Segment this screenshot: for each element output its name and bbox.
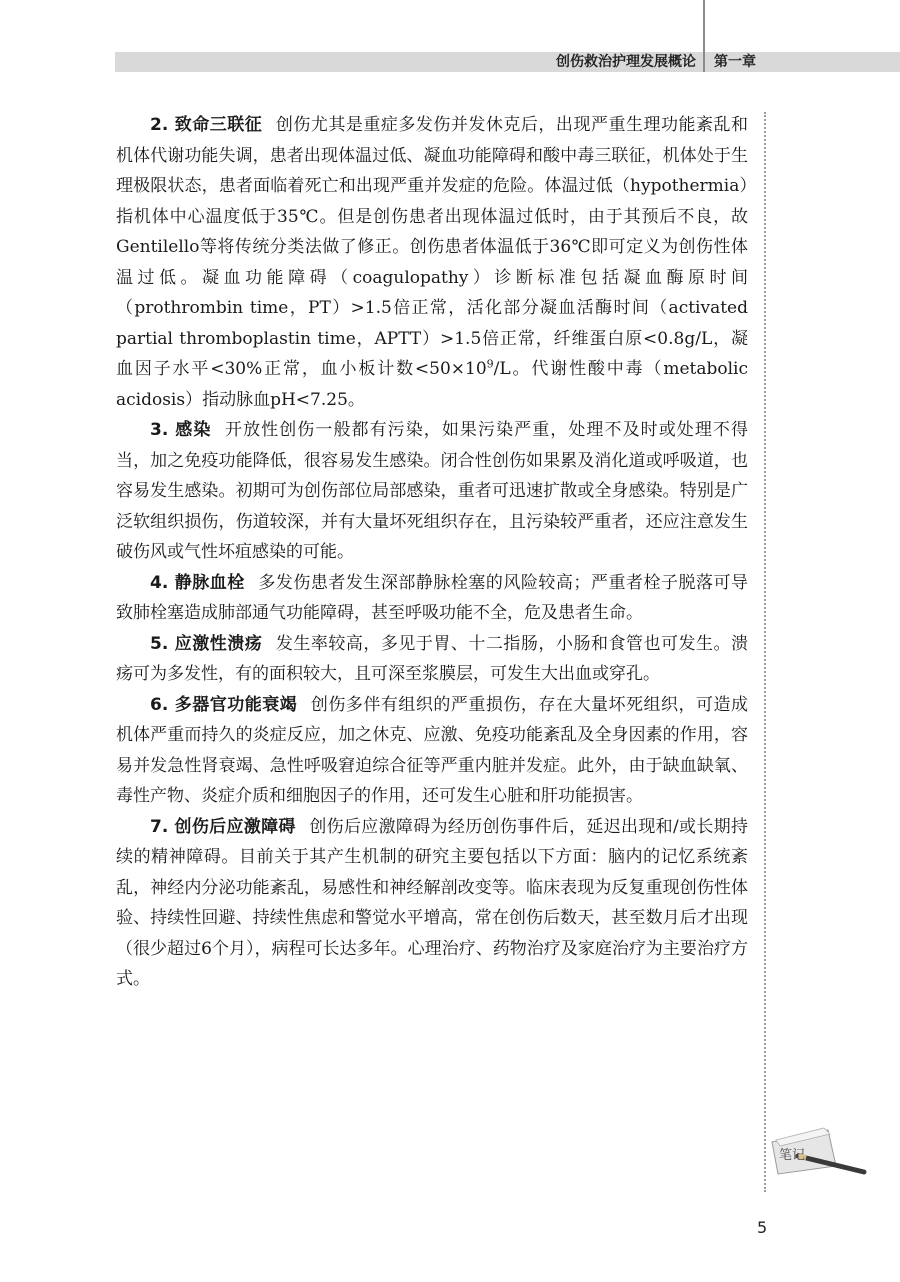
paragraph-text: 多发伤患者发生深部静脉栓塞的风险较高；严重者栓子脱落可导致肺栓塞造成肺部通气功能障碍，甚至呼吸功能不全，危及患者生命。	[116, 572, 748, 623]
paragraph-infection	[116, 415, 748, 568]
section-heading: 4. 静脉血栓	[150, 572, 245, 593]
notes-label: 笔记	[779, 1148, 806, 1163]
section-heading: 3. 感染	[150, 420, 212, 440]
paragraph-organ-failure	[116, 690, 748, 812]
paragraph-text: 创伤后应激障碍为经历创伤事件后，延迟出现和/或长期持续的精神障碍。目前关于其产生机制的研究主要包括以下方面：脑内的记忆系统紊乱，神经内分泌功能紊乱，易感性和神经解剖改变等。临床表现为反复重现创伤性体验、持续性回避、持续性焦虑和警觉水平增高，常在创伤后数天，甚至数月后才出现（很少超过6个月），病程可长达多年。心理治疗、药物治疗及家庭治疗为主要治疗方式。	[116, 816, 748, 989]
paragraph-text: 发生率较高，多见于胃、十二指肠，小肠和食管也可发生。溃疡可为多发性，有的面积较大，且可深至浆膜层，可发生大出血或穿孔。	[116, 633, 748, 684]
paragraph-text: 创伤尤其是重症多发伤并发休克后，出现严重生理功能紊乱和机体代谢功能失调，患者出现体温过低、凝血功能障碍和酸中毒三联征，机体处于生理极限状态，患者面临着死亡和出现严重并发症的危险。体温过低（hypothermia）指机体中心温度低于35℃。但是创伤患者出现体温过低时，由于其预后不良，故Gentilello等将传统分类法做了修正。创伤患者体温低于36℃即可定义为创伤性体温过低。凝血功能障碍（coagulopathy）诊断标准包括凝血酶原时间（prothrombin time，PT）>1.5倍正常，活化部分凝血活酶时间（activated partial thromboplastin time，APTT）>1.5倍正常，纤维蛋白原<0.8g/L，凝血因子水平<30%正常，血小板计数<50×10	[116, 115, 748, 379]
section-heading: 5. 应激性溃疡	[150, 633, 263, 654]
paragraph-ptsd	[116, 812, 748, 995]
paragraph-text: 开放性创伤一般都有污染，如果污染严重，处理不及时或处理不得当，加之免疫功能降低，很容易发生感染。闭合性创伤如果累及消化道或呼吸道，也容易发生感染。初期可为创伤部位局部感染，重者可迅速扩散或全身感染。特别是广泛软组织损伤，伤道较深，并有大量坏死组织存在，且污染较严重者，还应注意发生破伤风或气性坏疽感染的可能。	[116, 420, 748, 562]
section-heading: 2. 致命三联征	[150, 115, 263, 135]
margin-dotted-rule	[764, 112, 766, 1192]
running-head-chapter: 第一章	[714, 54, 756, 70]
paragraph-lethal-triad	[116, 110, 748, 415]
page-body	[116, 110, 748, 995]
page-number: 5	[757, 1218, 768, 1237]
section-heading: 7. 创伤后应激障碍	[150, 816, 296, 837]
paragraph-text: /L。代谢性酸中毒（metabolic acidosis）指动脉血pH<7.25。	[116, 359, 748, 410]
header-divider	[703, 0, 705, 72]
paragraph-text: 创伤多伴有组织的严重损伤，存在大量坏死组织，可造成机体严重而持久的炎症反应，加之休克、应激、免疫功能紊乱及全身因素的作用，容易并发急性肾衰竭、急性呼吸窘迫综合征等严重内脏并发症。此外，由于缺血缺氧、毒性产物、炎症介质和细胞因子的作用，还可发生心脏和肝功能损害。	[116, 694, 748, 806]
superscript: 9	[486, 357, 494, 371]
paragraph-venous-thrombosis	[116, 568, 748, 629]
paragraph-stress-ulcer	[116, 629, 748, 690]
section-heading: 6. 多器官功能衰竭	[150, 694, 298, 715]
running-head-title: 创伤救治护理发展概论	[556, 54, 696, 70]
header-band	[115, 52, 900, 72]
